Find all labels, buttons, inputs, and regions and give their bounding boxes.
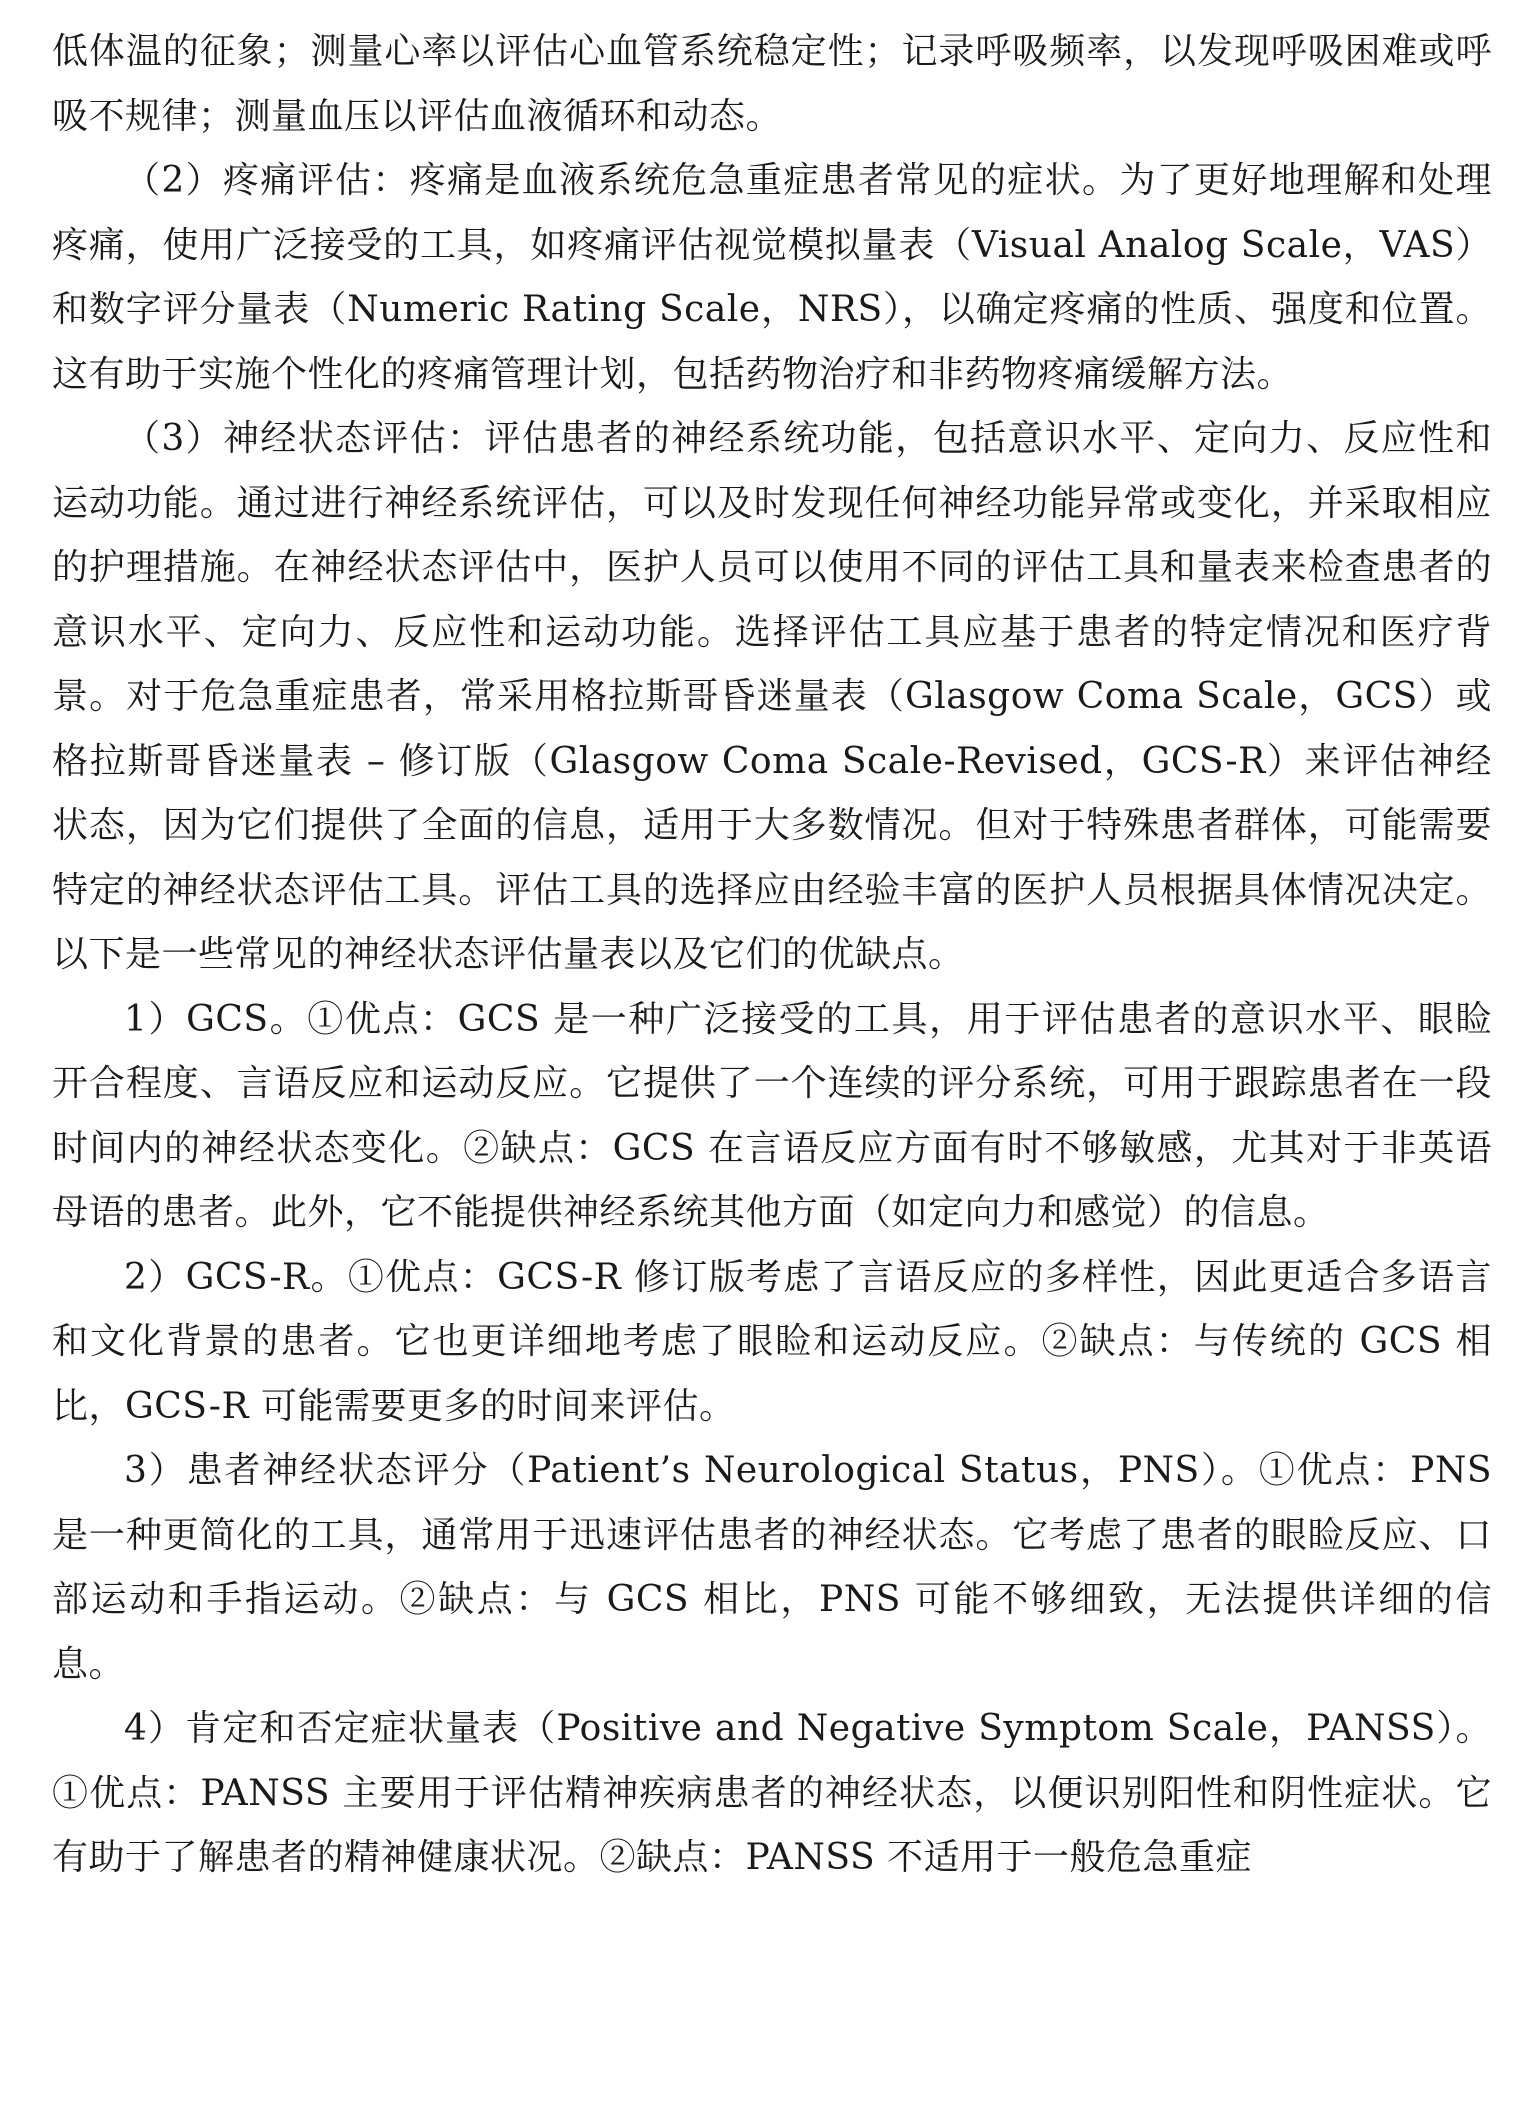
paragraph-neuro-assessment: （3）神经状态评估：评估患者的神经系统功能，包括意识水平、定向力、反应性和运动功能。通过进行神经系统评估，可以及时发现任何神经功能异常或变化，并采取相应的护理措施。在神经状态评估中，医护人员可以使用不同的评估工具和量表来检查患者的意识水平、定向力、反应性和运动功能。选择评估工具应基于患者的特定情况和医疗背景。对于危急重症患者，常采用格拉斯哥昏迷量表（Glasgow Coma Scale，GCS）或格拉斯哥昏迷量表 – 修订版（Glasgow Coma Scale-Revised，GCS-R）来评估神经状态，因为它们提供了全面的信息，适用于大多数情况。但对于特殊患者群体，可能需要特定的神经状态评估工具。评估工具的选择应由经验丰富的医护人员根据具体情况决定。以下是一些常见的神经状态评估量表以及它们的优缺点。 — [52, 418, 1492, 975]
paragraph-gcs-r: 2）GCS-R。①优点：GCS-R 修订版考虑了言语反应的多样性，因此更适合多语言和文化背景的患者。它也更详细地考虑了眼睑和运动反应。②缺点：与传统的 GCS 相比，GCS-R 可能需要更多的时间来评估。 — [52, 1256, 1492, 1427]
paragraph-panss: 4）肯定和否定症状量表（Positive and Negative Symptom Scale，PANSS）。①优点：PANSS 主要用于评估精神疾病患者的神经状态，以便识别阳性和阴性症状。它有助于了解患者的精神健康状况。②缺点：PANSS 不适用于一般危急重症 — [52, 1708, 1492, 1878]
document-page — [52, 20, 1492, 1891]
paragraph-vitals-continuation: 低体温的征象；测量心率以评估心血管系统稳定性；记录呼吸频率，以发现呼吸困难或呼吸不规律；测量血压以评估血液循环和动态。 — [52, 31, 1492, 137]
paragraph-pns: 3）患者神经状态评分（Patient’s Neurological Status，PNS）。①优点：PNS 是一种更简化的工具，通常用于迅速评估患者的神经状态。它考虑了患者的眼睑反应、口部运动和手指运动。②缺点：与 GCS 相比，PNS 可能不够细致，无法提供详细的信息。 — [52, 1450, 1492, 1685]
paragraph-gcs: 1）GCS。①优点：GCS 是一种广泛接受的工具，用于评估患者的意识水平、眼睑开合程度、言语反应和运动反应。它提供了一个连续的评分系统，可用于跟踪患者在一段时间内的神经状态变化。②缺点：GCS 在言语反应方面有时不够敏感，尤其对于非英语母语的患者。此外，它不能提供神经系统其他方面（如定向力和感觉）的信息。 — [52, 998, 1492, 1233]
paragraph-pain-assessment: （2）疼痛评估：疼痛是血液系统危急重症患者常见的症状。为了更好地理解和处理疼痛，使用广泛接受的工具，如疼痛评估视觉模拟量表（Visual Analog Scale，VAS）和数字评分量表（Numeric Rating Scale，NRS），以确定疼痛的性质、强度和位置。这有助于实施个性化的疼痛管理计划，包括药物治疗和非药物疼痛缓解方法。 — [52, 160, 1492, 395]
